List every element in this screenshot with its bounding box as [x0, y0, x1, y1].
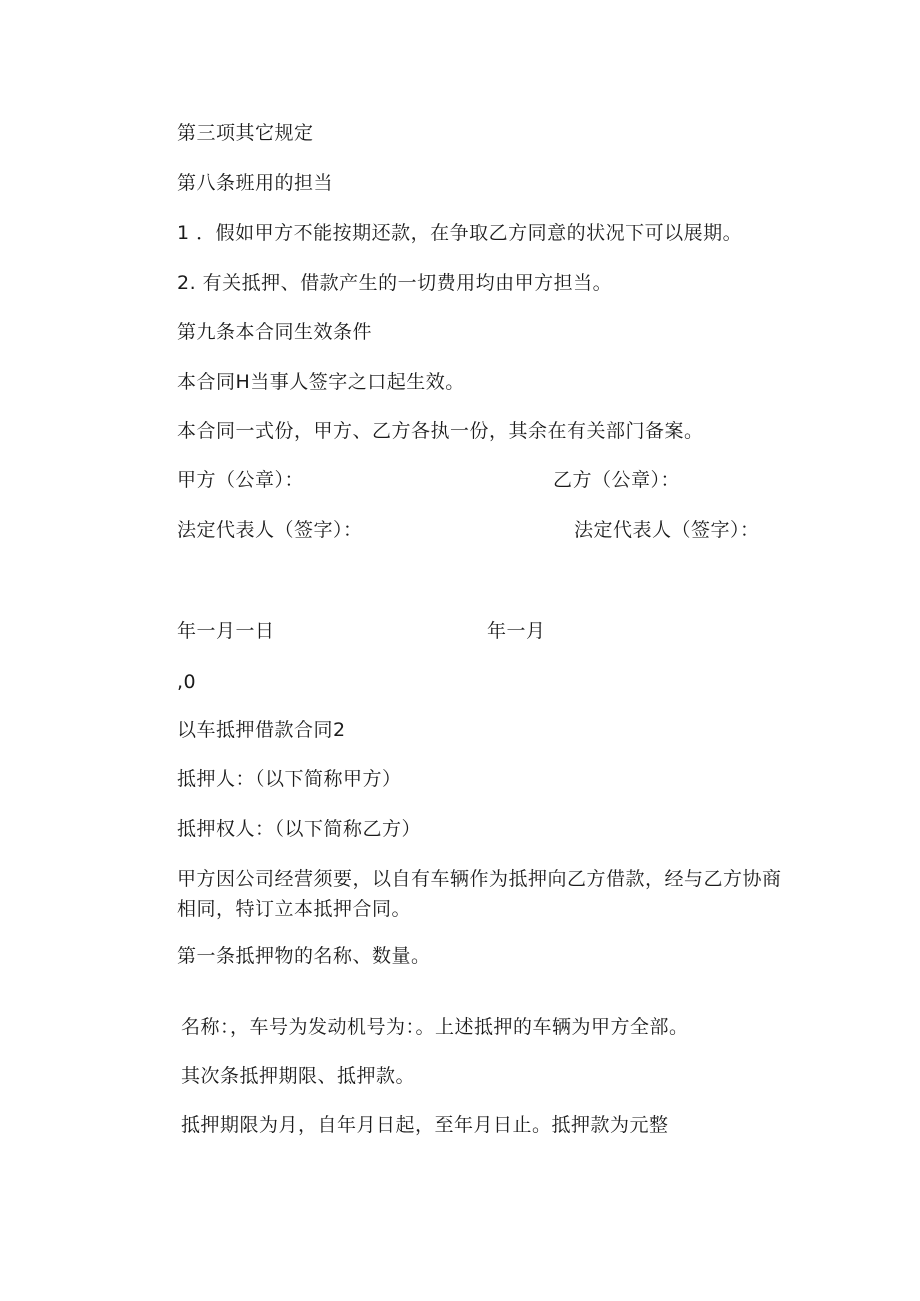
section-heading: 第三项其它规定	[177, 122, 314, 144]
article-1-title: 第一条抵押物的名称、数量。	[177, 945, 431, 967]
mortgagor-line: 抵押人：（以下简称甲方）	[177, 768, 402, 790]
party-b-rep-label: 法定代表人（签字）：	[574, 519, 760, 541]
article-2-text: 抵押期限为月，自年月日起，至年月日止。抵押款为元整	[181, 1114, 669, 1136]
party-a-rep-label: 法定代表人（签字）：	[177, 519, 363, 541]
contract-2-title: 以车抵押借款合同2	[177, 719, 346, 741]
article-8-item-2: 2. 有关抵押、借款产生的一切费用均由甲方担当。	[177, 272, 613, 294]
article-8-item-1: 1 ．假如甲方不能按期还款，在争取乙方同意的状况下可以展期。	[177, 222, 743, 244]
party-b-date: 年一月	[487, 620, 546, 642]
mortgagee-line: 抵押权人：（以下简称乙方）	[177, 818, 422, 840]
article-9-title: 第九条本合同生效条件	[177, 321, 373, 343]
party-b-seal-label: 乙方（公章）：	[553, 469, 681, 491]
article-2-title: 其次条抵押期限、抵押款。	[181, 1065, 416, 1087]
party-a-seal-label: 甲方（公章）：	[177, 469, 305, 491]
stray-mark: ,0	[177, 671, 197, 693]
preamble-paragraph: 甲方因公司经营须要，以自有车辆作为抵押向乙方借款，经与乙方协商相同，特订立本抵押合同。	[177, 868, 782, 920]
party-a-date: 年一月一日	[177, 620, 275, 642]
article-1-text: 名称：，车号为发动机号为：。上述抵押的车辆为甲方全部。	[181, 1016, 689, 1038]
article-9-text-1: 本合同H当事人签字之口起生效。	[177, 371, 465, 393]
article-8-title: 第八条班用的担当	[177, 172, 334, 194]
article-9-text-2: 本合同一式份，甲方、乙方各执一份，其余在有关部门备案。	[177, 420, 704, 442]
